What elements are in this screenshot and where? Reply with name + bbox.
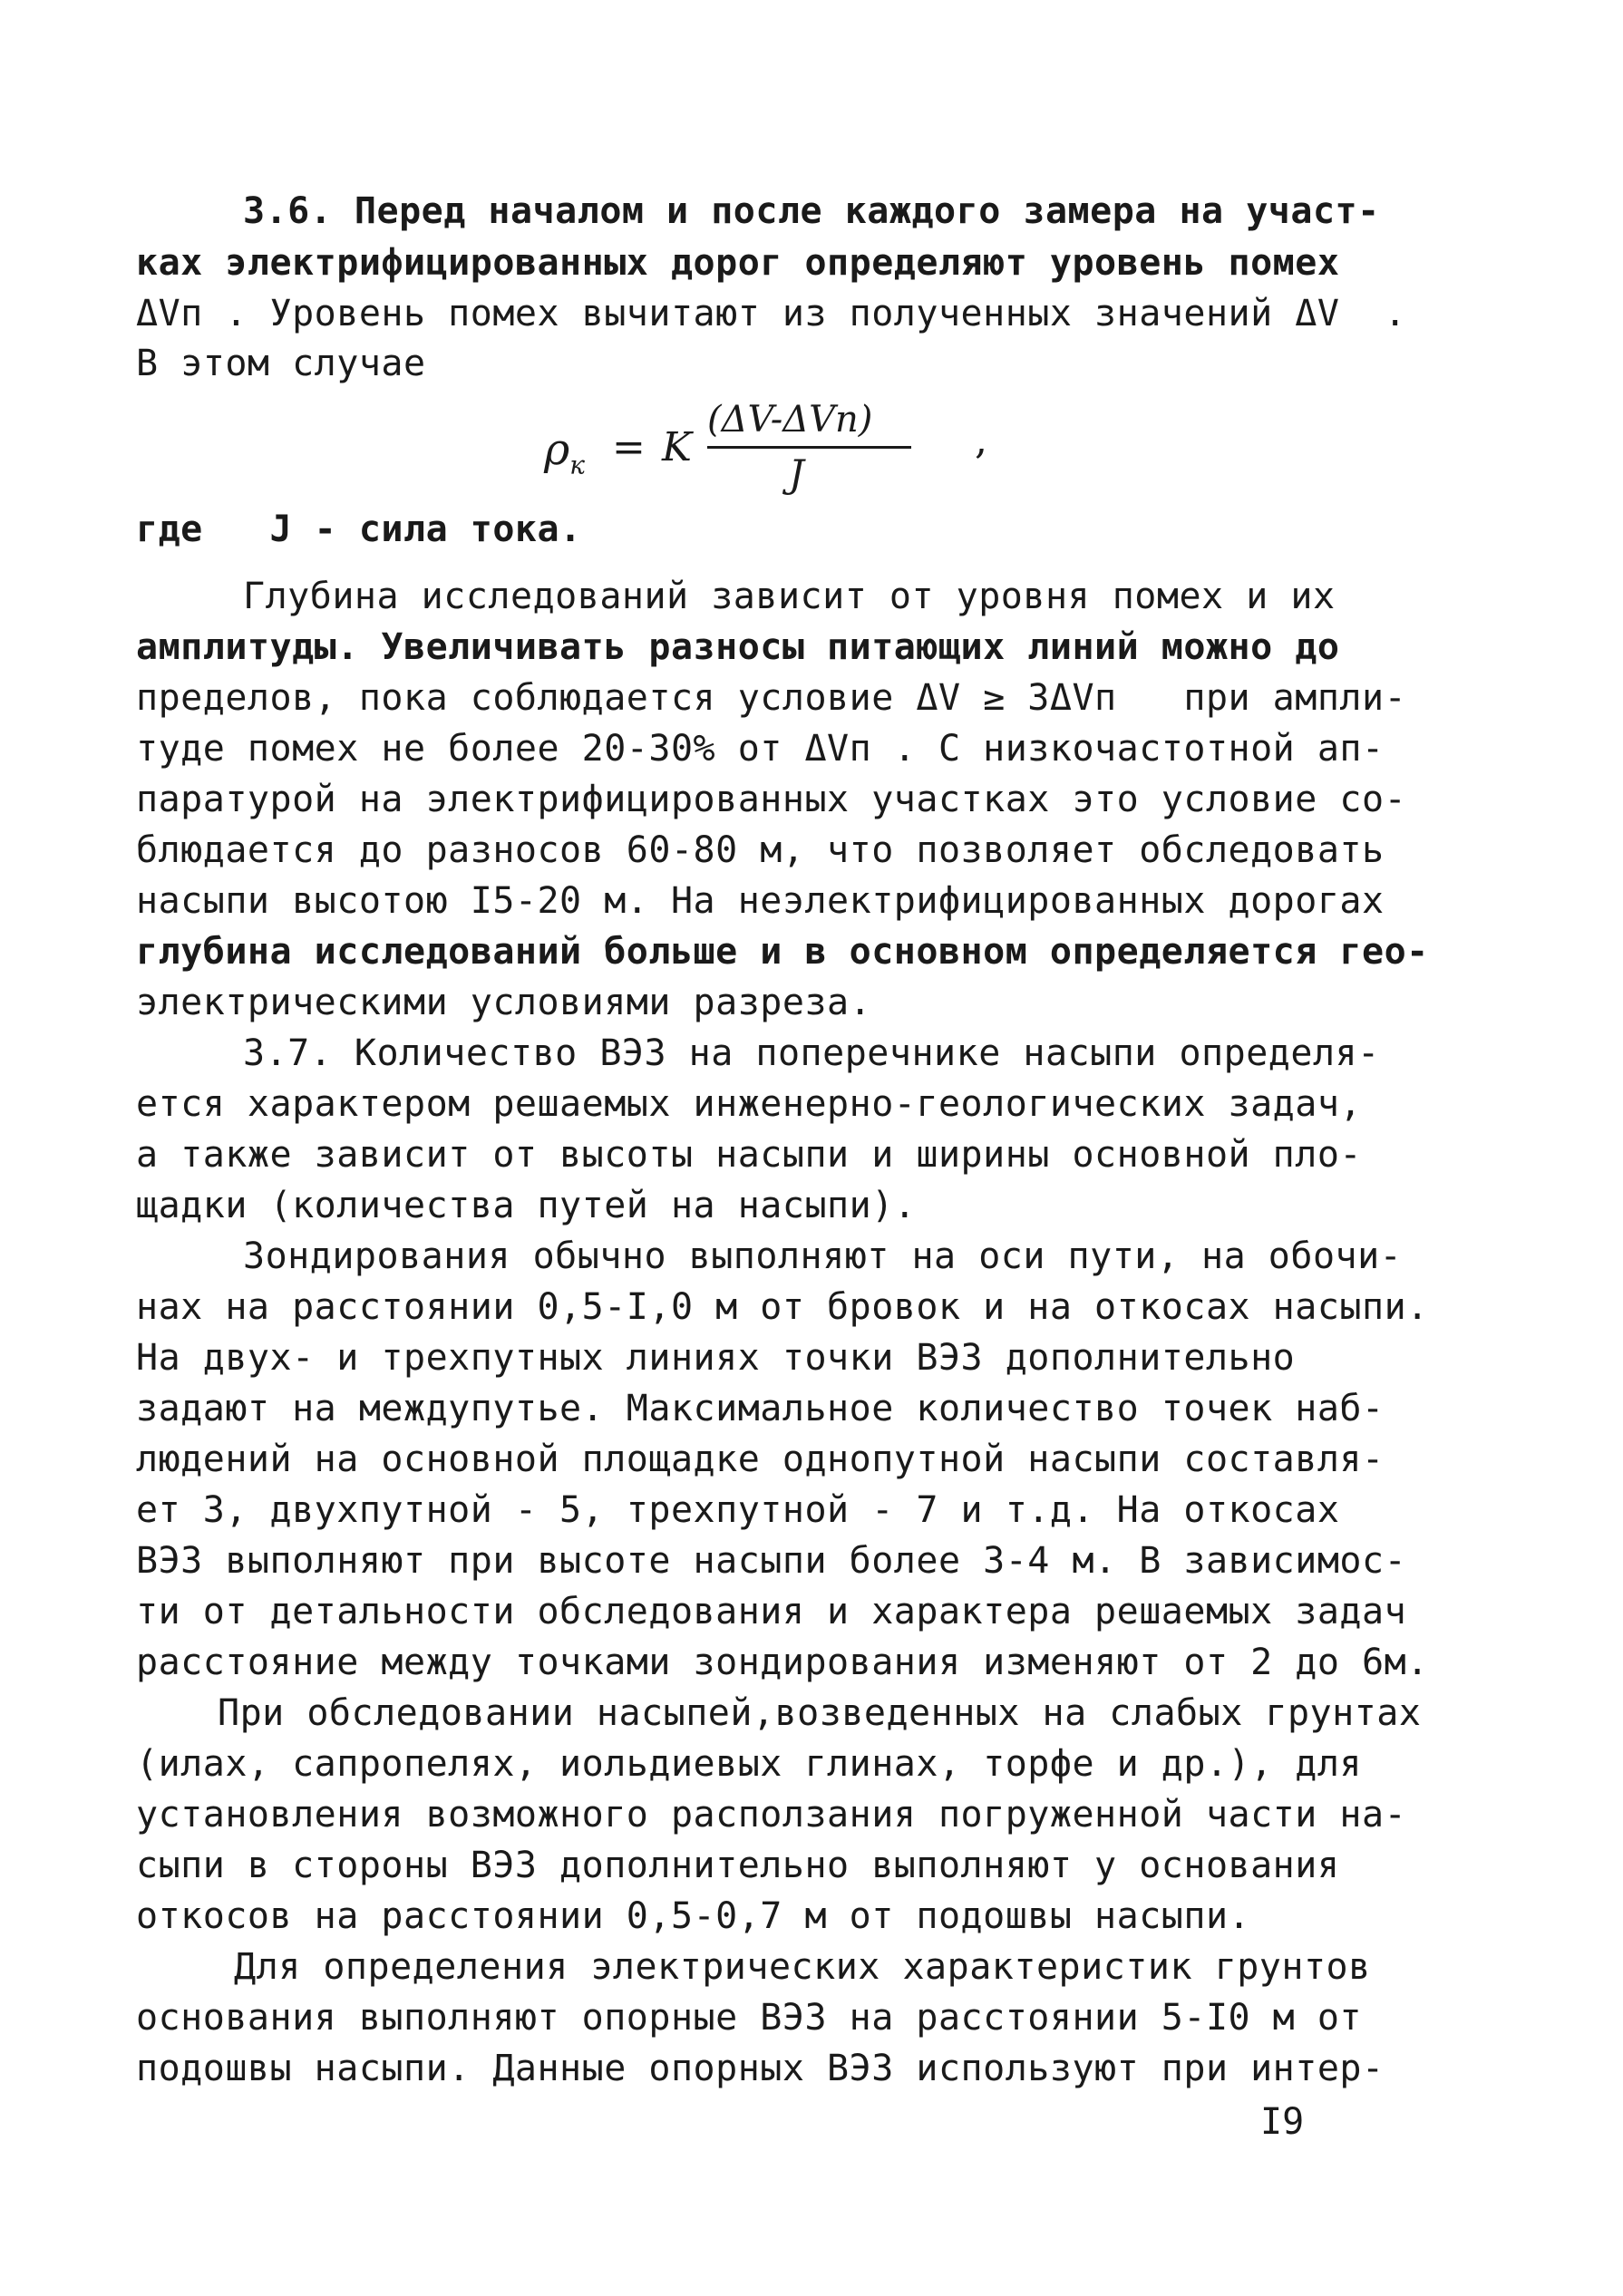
- text-line: ВЭЗ выполняют при высоте насыпи более 3-4 м. В зависимос-: [136, 1540, 1407, 1582]
- text-line: основания выполняют опорные ВЭЗ на расстоянии 5-I0 м от: [136, 1997, 1363, 2039]
- text-line: подошвы насыпи. Данные опорных ВЭЗ используют при интер-: [136, 2048, 1385, 2089]
- text-line: В этом случае: [136, 343, 426, 384]
- text-line: сыпи в стороны ВЭЗ дополнительно выполняют у основания: [136, 1845, 1340, 1886]
- text-line: 3.7. Количество ВЭЗ на поперечнике насыпи определя-: [243, 1032, 1380, 1074]
- text-line: туде помех не более 20-30% от ΔVп . С низкочастотной ап-: [136, 728, 1385, 770]
- text-line: Зондирования обычно выполняют на оси пути, на обочи-: [243, 1235, 1403, 1277]
- text-line: расстояние между точками зондирования изменяют от 2 до 6м.: [136, 1642, 1429, 1683]
- text-line: При обследовании насыпей,возведенных на слабых грунтах: [218, 1692, 1422, 1734]
- text-line: паратурой на электрифицированных участках это условие со-: [136, 779, 1407, 820]
- text-line: установления возможного расползания погруженной части на-: [136, 1794, 1407, 1836]
- formula-denominator: J: [789, 451, 804, 496]
- text-line: ΔVп . Уровень помех вычитают из полученных значений ΔV .: [136, 293, 1407, 334]
- page-number: I9: [1260, 2101, 1305, 2143]
- text-line: глубина исследований больше и в основном определяется гео-: [136, 931, 1429, 973]
- text-line: ет 3, двухпутной - 5, трехпутной - 7 и т.д. На откосах: [136, 1489, 1340, 1531]
- text-line: нах на расстоянии 0,5-I,0 м от бровок и на откосах насыпи.: [136, 1286, 1429, 1328]
- text-line: Для определения электрических характеристик грунтов: [234, 1946, 1371, 1988]
- text-line: задают на междупутье. Максимальное количество точек наб-: [136, 1388, 1385, 1429]
- text-line: ках электрифицированных дорог определяют уровень помех: [136, 242, 1340, 284]
- formula-lhs: $\rho_к$: [544, 424, 585, 480]
- text-line: 3.6. Перед началом и после каждого замера на участ-: [243, 190, 1380, 232]
- text-line: ется характером решаемых инженерно-геологических задач,: [136, 1083, 1363, 1125]
- text-line: Глубина исследований зависит от уровня помех и их: [243, 576, 1336, 617]
- text-line: щадки (количества путей на насыпи).: [136, 1185, 917, 1226]
- text-line: амплитуды. Увеличивать разносы питающих линий можно до: [136, 626, 1340, 668]
- resistivity-formula: [544, 399, 1052, 517]
- formula-coefficient: K: [662, 424, 692, 470]
- text-line: блюдается до разносов 60-80 м, что позволяет обследовать: [136, 829, 1385, 871]
- formula-equals: =: [612, 424, 646, 470]
- text-line: пределов, пока соблюдается условие ΔV ≥ 3ΔVп при ампли-: [136, 677, 1407, 719]
- text-line: насыпи высотою I5-20 м. На неэлектрифицированных дорогах: [136, 880, 1385, 922]
- text-line: (илах, сапропелях, иольдиевых глинах, торфе и др.), для: [136, 1743, 1363, 1785]
- fraction-bar: [707, 446, 911, 449]
- formula-numerator: (ΔV-ΔVп): [707, 399, 873, 441]
- text-line: где J - сила тока.: [136, 509, 582, 550]
- text-line: откосов на расстоянии 0,5-0,7 м от подошвы насыпи.: [136, 1895, 1251, 1937]
- text-line: ти от детальности обследования и характера решаемых задач: [136, 1591, 1407, 1632]
- formula-comma: ,: [975, 417, 987, 463]
- text-line: а также зависит от высоты насыпи и ширины основной пло-: [136, 1134, 1363, 1176]
- text-line: На двух- и трехпутных линиях точки ВЭЗ дополнительно: [136, 1337, 1296, 1379]
- text-line: людений на основной площадке однопутной насыпи составля-: [136, 1439, 1385, 1480]
- text-line: электрическими условиями разреза.: [136, 982, 872, 1023]
